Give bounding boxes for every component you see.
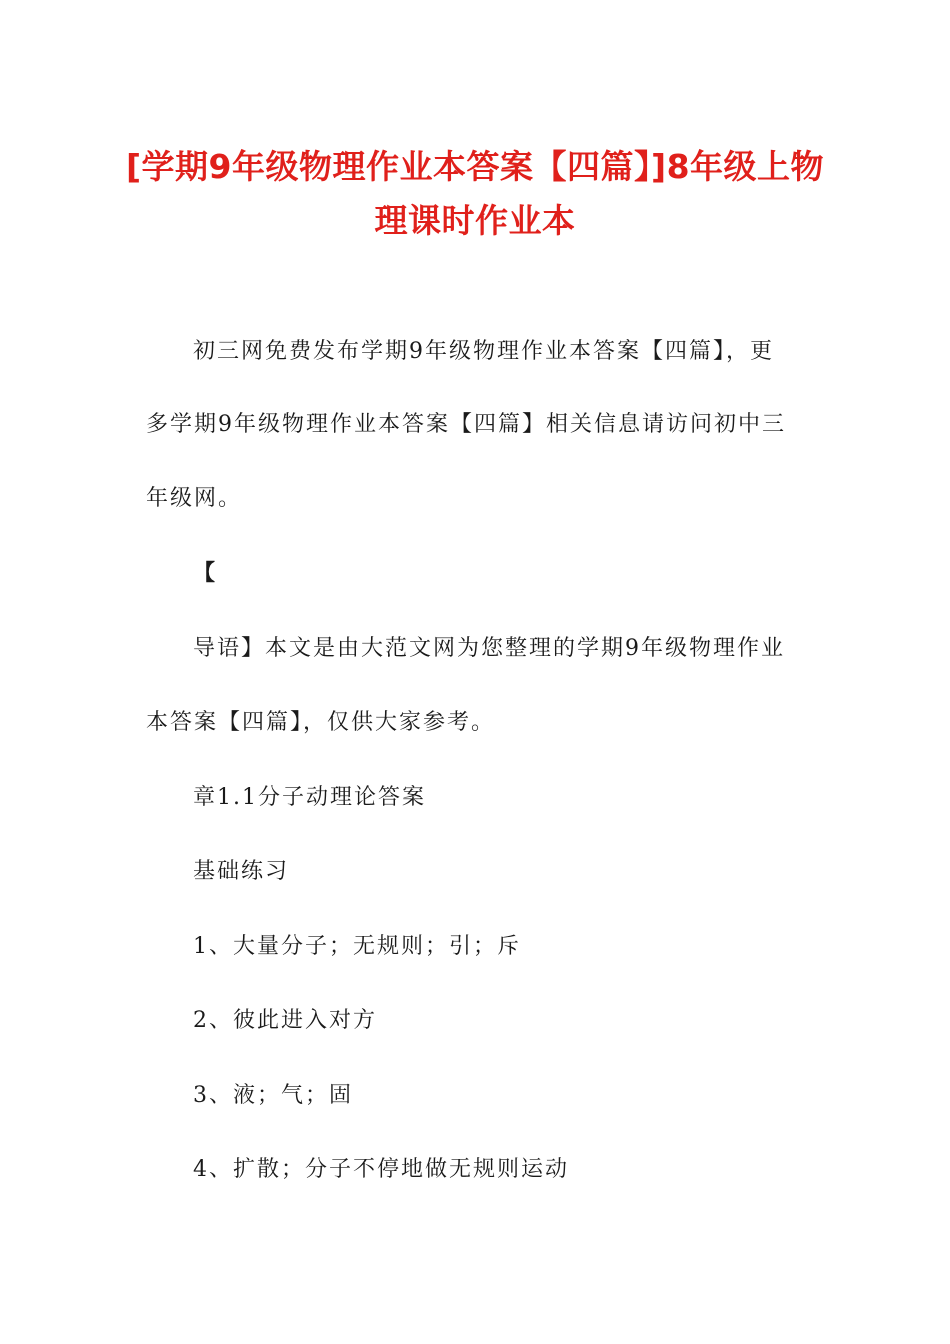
- answer-item-3: 3、液；气；固: [193, 1083, 353, 1108]
- intro-paragraph-line-1: 初三网免费发布学期9年级物理作业本答案【四篇】，更: [193, 339, 774, 364]
- chapter-heading: 章1.1分子动理论答案: [193, 785, 426, 810]
- guide-open-bracket: 【: [193, 561, 218, 586]
- intro-paragraph-line-3: 年级网。: [146, 486, 243, 511]
- guide-paragraph-line-1: 导语】本文是由大范文网为您整理的学期9年级物理作业: [193, 636, 785, 661]
- document-title: [学期9年级物理作业本答案【四篇】]8年级上物理课时作业本: [125, 147, 825, 240]
- answer-item-4: 4、扩散；分子不停地做无规则运动: [193, 1157, 569, 1182]
- answer-item-1: 1、大量分子；无规则；引；斥: [193, 934, 521, 959]
- section-heading: 基础练习: [193, 859, 290, 884]
- answer-item-2: 2、彼此进入对方: [193, 1008, 377, 1033]
- guide-paragraph-line-2: 本答案【四篇】，仅供大家参考。: [146, 710, 496, 735]
- intro-paragraph-line-2: 多学期9年级物理作业本答案【四篇】相关信息请访问初中三: [146, 412, 786, 437]
